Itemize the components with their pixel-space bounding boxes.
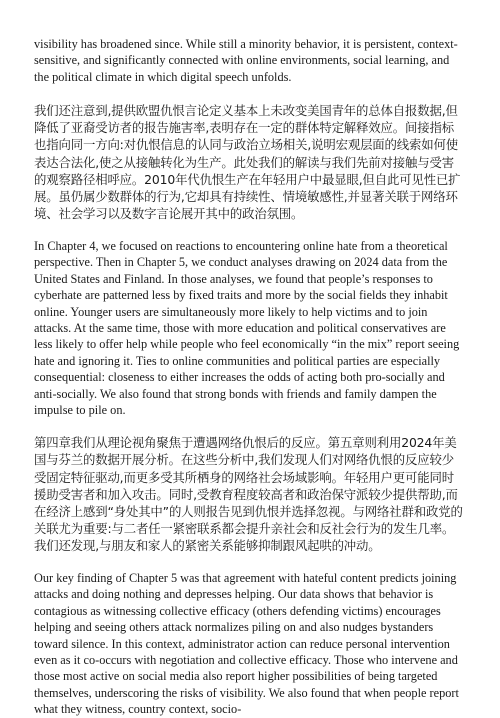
paragraph-zh-chapter4: 第四章我们从理论视角聚焦于遭遇网络仇恨后的反应。第五章则利用2024年美国与芬兰的数据开展分析。在这些分析中,我们发现人们对网络仇恨的反应较少受固定特征驱动,而更多受其所栖身的网络社会场域影响。年轻用户更可能同时援助受害者和加入攻击。同时,受教育程度较高者和政治保守派较少提供帮助,而在经济上感到“身处其中”的人则报告见到仇恨并选择忽视。与网络社群和政党的关联尤为重要:与二者任一紧密联系都会提升亲社会和反社会行为的发生几率。我们还发现,与朋友和家人的紧密关系能够抑制跟风起哄的冲动。: [34, 435, 463, 553]
paragraph-en-visibility: visibility has broadened since. While still a minority behavior, it is persistent, context-sensitive, and significantly connected with online environments, social learning, and the political climate in which digital speech unfolds.: [34, 37, 458, 84]
paragraph-en-key-finding: Our key finding of Chapter 5 was that agreement with hateful content predicts joining attacks and doing nothing and depresses helping. Our data shows that behavior is contagious as witnessing collective efficacy (others defending victims) encourages helping and seeing others attack normalizes piling on and also nudges bystanders toward silence. In this context, administrator action can reduce personal intervention even as it co-occurs with negotiation and collective efficacy. Those who intervene and those most active on social media also report higher possibilities of being targeted themselves, underscoring the risks of visibility. We also found that when people report what they witness, country context, socio-: [34, 571, 459, 717]
paragraph-zh-visibility: 我们还注意到,提供欧盟仇恨言论定义基本上未改变美国青年的总体自报数据,但降低了亚裔受访者的报告施害率,表明存在一定的群体特定解释效应。间接指标也指向同一方向:对仇恨信息的认同与政治立场相关,说明宏观层面的线索如何使表达合法化,使之从接触转化为生产。此处我们的解读与我们先前对接触与受害的观察路径相呼应。2010年代仇恨生产在年轻用户中最显眼,但自此可见性已扩展。虽仍属少数群体的行为,它却具有持续性、情境敏感性,并显著关联于网络环境、社会学习以及数字言论展开其中的政治氛围。: [34, 103, 461, 221]
paragraph-en-chapter4: In Chapter 4, we focused on reactions to encountering online hate from a theoretical perspective. Then in Chapter 5, we conduct analyses drawing on 2024 data from the United States and Finland. In those analyses, we found that people’s responses to cyberhate are patterned less by fixed traits and more by the social fields they inhabit online. Younger users are simultaneously more likely to help victims and to join attacks. At the same time, those with more education and political conservatives are less likely to offer help while people who feel economically “in the mix” report seeing hate and ignoring it. Ties to online communities and political parties are especially consequential: closeness to either increases the odds of acting both pro-socially and anti-socially. We also found that strong bonds with friends and family dampen the impulse to pile on.: [34, 238, 460, 417]
document-page: [34, 36, 466, 718]
